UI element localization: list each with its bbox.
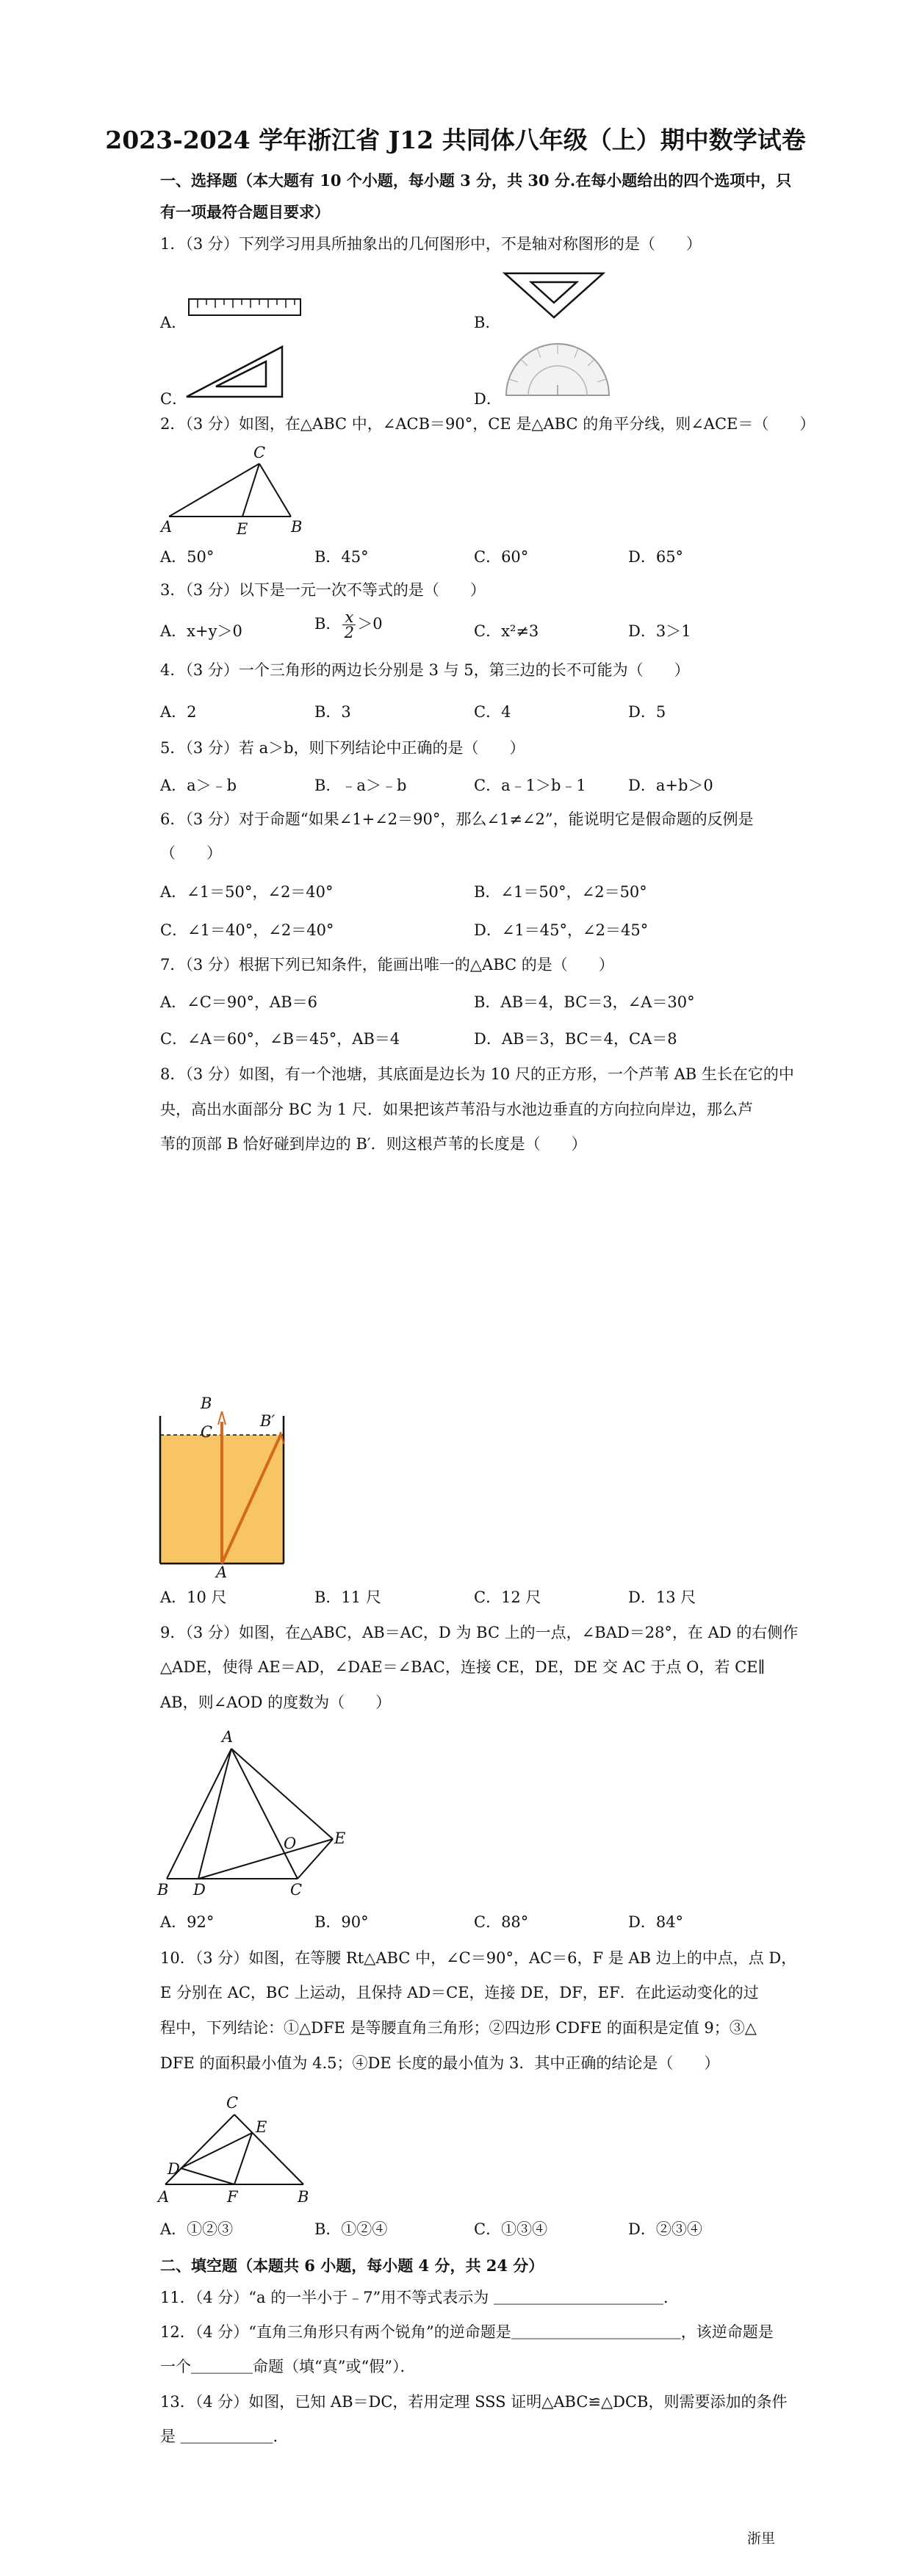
q9-label-d: D (193, 1881, 206, 1899)
q4-option-d: D．5 (628, 703, 666, 721)
q6-stem-line2: （ ） (160, 844, 222, 862)
ruler-figure (187, 298, 305, 320)
q8-stem-line2: 央，高出水面部分 BC 为 1 尺．如果把该芦苇沿与水池边垂直的方向拉向岸边，那么芦 (160, 1101, 753, 1118)
q8-option-b: B．11 尺 (314, 1589, 381, 1606)
protractor-figure (503, 338, 613, 400)
q3-option-d: D．3＞1 (628, 622, 691, 640)
q1-option-a: A． (160, 314, 187, 331)
q7-option-b: B．AB＝4，BC＝3，∠A＝30° (474, 993, 695, 1011)
q2-option-a: A．50° (160, 548, 215, 566)
section2-heading: 二、填空题（本题共 6 小题，每小题 4 分，共 24 分） (160, 2256, 544, 2275)
q10-label-b: B (298, 2188, 309, 2206)
q10-label-f: F (227, 2188, 238, 2206)
q3-stem: 3．（3 分）以下是一元一次不等式的是（ ） (160, 581, 486, 599)
q3-fraction-denominator: 2 (344, 624, 355, 641)
q6-stem-line1: 6．（3 分）对于命题“如果∠1+∠2＝90°，那么∠1≠∠2”，能说明它是假命题的反例是 (160, 810, 754, 828)
q9-label-e: E (334, 1830, 346, 1847)
q8-option-d: D．13 尺 (628, 1589, 696, 1606)
q10-option-d: D．②③④ (628, 2220, 702, 2238)
q2-option-d: D．65° (628, 548, 684, 566)
q8-pond-figure (154, 1392, 301, 1572)
page-footer: 浙里 (746, 2530, 775, 2547)
q2-option-b: B．45° (314, 548, 369, 566)
q4-option-b: B．3 (314, 703, 351, 721)
q8-option-a: A．10 尺 (160, 1589, 227, 1606)
section1-heading-line2: 有一项最符合题目要求） (160, 203, 330, 221)
q12-stem-line1: 12．（4 分）“直角三角形只有两个锐角”的逆命题是＿＿＿＿＿＿＿＿＿＿＿，该逆命题是 (160, 2323, 774, 2341)
q2-label-a: A (161, 518, 173, 536)
q9-stem-line1: 9．（3 分）如图，在△ABC，AB＝AC，D 为 BC 上的一点，∠BAD＝28°，在 AD 的右侧作 (160, 1624, 799, 1641)
q9-option-b: B．90° (314, 1913, 369, 1931)
q8-label-c: C (201, 1423, 213, 1441)
q1-option-c: C． (160, 390, 188, 408)
q3-option-a: A．x+y＞0 (160, 622, 242, 640)
q7-stem: 7．（3 分）根据下列已知条件，能画出唯一的△ABC 的是（ ） (160, 956, 614, 974)
q2-triangle-figure (160, 441, 307, 536)
q1-option-b: B． (474, 314, 501, 331)
q3-fraction-numerator: x (342, 610, 356, 625)
q2-option-c: C．60° (474, 548, 529, 566)
q8-label-b: B (201, 1395, 212, 1412)
q9-stem-line3: AB，则∠AOD 的度数为（ ） (160, 1694, 392, 1711)
section1-heading-line1: 一、选择题（本大题有 10 个小题，每小题 3 分，共 30 分.在每小题给出的四个选项中，只 (160, 171, 792, 190)
q10-stem-line1: 10．（3 分）如图，在等腰 Rt△ABC 中，∠C＝90°，AC＝6，F 是 AB 边上的中点，点 D， (160, 1949, 797, 1967)
q9-label-b: B (157, 1881, 169, 1899)
q10-stem-line3: 程中，下列结论：①△DFE 是等腰直角三角形；②四边形 CDFE 的面积是定值 9；③△ (160, 2019, 757, 2037)
page-title: 2023-2024 学年浙江省 J12 共同体八年级（上）期中数学试卷 (105, 126, 806, 154)
q10-label-d: D (168, 2160, 180, 2178)
q10-triangle-figure (158, 2090, 320, 2201)
q5-stem: 5．（3 分）若 a＞b，则下列结论中正确的是（ ） (160, 739, 525, 757)
q8-label-a: A (216, 1564, 228, 1581)
set-square-c-figure (185, 344, 288, 403)
q10-label-a: A (158, 2188, 170, 2206)
q7-option-c: C．∠A＝60°，∠B＝45°，AB＝4 (160, 1030, 400, 1048)
q6-option-c: C．∠1＝40°，∠2＝40° (160, 921, 334, 939)
q9-triangle-figure (154, 1734, 367, 1899)
q10-option-c: C．①③④ (474, 2220, 548, 2238)
q11-stem: 11．（4 分）“a 的一半小于﹣7”用不等式表示为 ＿＿＿＿＿＿＿＿＿＿＿． (160, 2289, 679, 2306)
q8-option-c: C．12 尺 (474, 1589, 541, 1606)
q10-label-c: C (226, 2094, 239, 2112)
q5-option-a: A．a＞﹣b (160, 777, 237, 794)
q5-option-c: C．a﹣1＞b﹣1 (474, 777, 586, 794)
q7-option-d: D．AB＝3，BC＝4，CA＝8 (474, 1030, 677, 1048)
q2-label-c: C (253, 444, 266, 461)
q3-option-b-tail: ＞0 (357, 615, 383, 633)
q6-option-b: B．∠1＝50°，∠2＝50° (474, 883, 647, 901)
q9-option-a: A．92° (160, 1913, 215, 1931)
q1-option-d: D． (474, 390, 502, 408)
q3-option-c: C．x²≠3 (474, 622, 539, 640)
q13-stem-line2: 是 ＿＿＿＿＿＿． (160, 2428, 289, 2445)
q7-option-a: A．∠C＝90°，AB＝6 (160, 993, 318, 1011)
q2-label-e: E (237, 520, 248, 538)
q13-stem-line1: 13．（4 分）如图，已知 AB＝DC，若用定理 SSS 证明△ABC≌△DCB，则需要添加的条件 (160, 2393, 788, 2411)
q9-label-o: O (284, 1835, 297, 1852)
set-square-b-figure (503, 270, 606, 322)
q8-stem-line3: 苇的顶部 B 恰好碰到岸边的 B′．则这根芦苇的长度是（ ） (160, 1135, 587, 1153)
q5-option-b: B．﹣a＞﹣b (314, 777, 407, 794)
q4-option-a: A．2 (160, 703, 197, 721)
q6-option-a: A．∠1＝50°，∠2＝40° (160, 883, 334, 901)
q9-stem-line2: △ADE，使得 AE＝AD，∠DAE＝∠BAC，连接 CE，DE，DE 交 AC 于点 O，若 CE∥ (160, 1658, 766, 1676)
q8-label-b-prime: B′ (260, 1412, 276, 1430)
q6-option-d: D．∠1＝45°，∠2＝45° (474, 921, 649, 939)
q9-option-c: C．88° (474, 1913, 529, 1931)
q2-stem: 2．（3 分）如图，在△ABC 中，∠ACB＝90°，CE 是△ABC 的角平分线，则∠ACE＝（ ） (160, 415, 815, 433)
q10-stem-line2: E 分别在 AC，BC 上运动，且保持 AD＝CE，连接 DE，DF，EF．在此运动变化的过 (160, 1984, 759, 2001)
q3-fraction (342, 610, 356, 640)
q8-stem-line1: 8．（3 分）如图，有一个池塘，其底面是边长为 10 尺的正方形，一个芦苇 AB 生长在它的中 (160, 1065, 794, 1083)
q9-label-a: A (222, 1728, 234, 1746)
q2-label-b: B (291, 518, 303, 536)
q10-stem-line4: DFE 的面积最小值为 4.5；④DE 长度的最小值为 3．其中正确的结论是（ ） (160, 2054, 720, 2072)
q1-stem: 1．（3 分）下列学习用具所抽象出的几何图形中，不是轴对称图形的是（ ） (160, 235, 702, 253)
q9-label-c: C (290, 1881, 303, 1899)
q5-option-d: D．a+b＞0 (628, 777, 713, 794)
q10-option-b: B．①②④ (314, 2220, 388, 2238)
q3-option-b-label: B． (314, 615, 342, 633)
q4-option-c: C．4 (474, 703, 511, 721)
q12-stem-line2: 一个＿＿＿＿命题（填“真”或“假”）． (160, 2358, 416, 2375)
q9-option-d: D．84° (628, 1913, 684, 1931)
q4-stem: 4．（3 分）一个三角形的两边长分别是 3 与 5，第三边的长不可能为（ ） (160, 661, 690, 679)
q10-label-e: E (256, 2118, 267, 2136)
q3-option-b (314, 610, 383, 640)
q10-option-a: A．①②③ (160, 2220, 234, 2238)
